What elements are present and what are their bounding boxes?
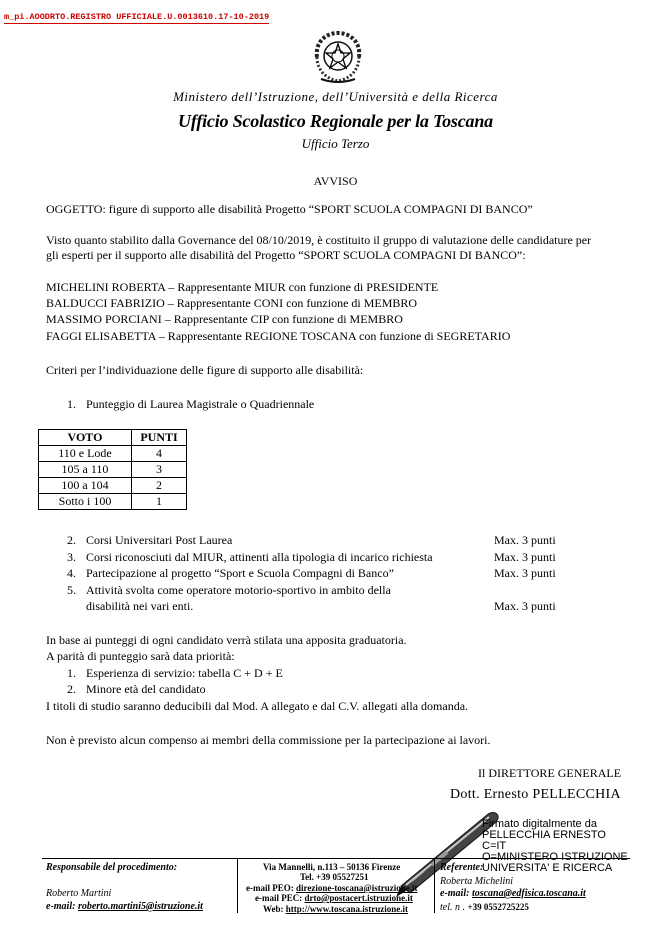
digital-signature-line: C=IT	[482, 840, 507, 852]
priority-text: Esperienza di servizio: tabella C + D + E	[86, 666, 283, 680]
footer-divider	[42, 858, 630, 859]
footer-peo-label: e-mail PEO:	[246, 883, 294, 893]
table-cell: 4	[132, 446, 187, 462]
criterion-max: Max. 3 punti	[494, 566, 556, 580]
office-subunit: Ufficio Terzo	[301, 136, 370, 151]
criterion-text: Corsi Universitari Post Laurea	[86, 533, 233, 547]
criterion-text-continued: disabilità nei vari enti.	[86, 599, 194, 613]
footer-separator	[434, 858, 435, 913]
member-line: MICHELINI ROBERTA – Rappresentante MIUR con funzione di PRESIDENTE	[46, 280, 439, 294]
priority-text: Minore età del candidato	[86, 682, 206, 696]
priority-number: 1.	[67, 666, 76, 680]
criterion-max: Max. 3 punti	[494, 599, 556, 613]
table-cell: 105 a 110	[39, 462, 132, 478]
table-cell: 3	[132, 462, 187, 478]
member-line: MASSIMO PORCIANI – Rappresentante CIP con funzione di MEMBRO	[46, 312, 403, 326]
table-row	[39, 494, 187, 510]
table-row	[39, 446, 187, 462]
italian-republic-emblem-icon	[311, 29, 365, 85]
intro-line-2: gli esperti per il supporto alle disabilità del Progetto “SPORT SCUOLA COMPAGNI DI BANCO”:	[46, 248, 526, 262]
notice-subject: OGGETTO: figure di supporto alle disabilità Progetto “SPORT SCUOLA COMPAGNI DI BANCO”	[46, 202, 533, 216]
priority-number: 2.	[67, 682, 76, 696]
table-header-cell: VOTO	[39, 430, 132, 446]
criterion-max: Max. 3 punti	[494, 550, 556, 564]
notice-heading: AVVISO	[313, 174, 358, 188]
criterion-text: Corsi riconosciuti dal MIUR, attinenti alla tipologia di incarico richiesta	[86, 550, 433, 564]
footer-web-link[interactable]: http://www.toscana.istruzione.it	[285, 904, 409, 914]
footer-web-row	[263, 904, 408, 914]
protocol-stamp: m_pi.AOODRTO.REGISTRO UFFICIALE.U.0013610.17-10-2019	[4, 12, 270, 22]
footer-pec-link[interactable]: drto@postacert.istruzione.it	[304, 893, 413, 903]
member-line: BALDUCCI FABRIZIO – Rappresentante CONI con funzione di MEMBRO	[46, 296, 418, 310]
signature-title: Il DIRETTORE GENERALE	[478, 766, 622, 780]
criterion-number: 5.	[67, 583, 76, 597]
signature-name: Dott. Ernesto PELLECCHIA	[450, 787, 621, 802]
footer-tel-label: tel. n .	[440, 902, 465, 913]
table-cell: Sotto i 100	[39, 494, 132, 510]
table-cell: 2	[132, 478, 187, 494]
footer-referent-label: Referente:	[440, 862, 484, 873]
footer-peo-row	[246, 883, 417, 893]
table-cell: 100 a 104	[39, 478, 132, 494]
criteria-intro: Criteri per l’individuazione delle figure di supporto alle disabilità:	[46, 363, 364, 377]
criterion-max: Max. 3 punti	[494, 533, 556, 547]
footer-pec-row	[255, 893, 413, 903]
ministry-name: Ministero dell’Istruzione, dell’Università e della Ricerca	[173, 89, 498, 104]
intro-line-1: Visto quanto stabilito dalla Governance del 08/10/2019, è costituito il gruppo di valutazione delle candidature per	[46, 233, 592, 247]
footer-peo-link[interactable]: direzione-toscana@istruzione.it	[296, 883, 418, 893]
score-table	[38, 429, 187, 510]
table-row	[39, 478, 187, 494]
footer-responsible-name: Roberto Martini	[46, 888, 112, 899]
footer-web-label: Web:	[263, 904, 284, 914]
table-cell: 110 e Lode	[39, 446, 132, 462]
office-name: Ufficio Scolastico Regionale per la Toscana	[178, 111, 493, 131]
criterion-number: 4.	[67, 566, 76, 580]
footer-referent-name: Roberta Michelini	[440, 876, 514, 887]
criterion-text: Punteggio di Laurea Magistrale o Quadriennale	[86, 397, 315, 411]
footer-responsible-email-link[interactable]: roberto.martini5@istruzione.it	[77, 901, 203, 912]
digital-signature-line: PELLECCHIA ERNESTO	[482, 829, 606, 841]
footer-email-label: e-mail:	[46, 901, 76, 912]
criterion-text: Attività svolta come operatore motorio-sportivo in ambito della	[86, 583, 391, 597]
criterion-number: 2.	[67, 533, 76, 547]
digital-signature-line: Firmato digitalmente da	[482, 818, 597, 830]
criterion-number: 3.	[67, 550, 76, 564]
table-cell: 1	[132, 494, 187, 510]
digital-signature-line: UNIVERSITA' E RICERCA	[482, 862, 613, 874]
member-line: FAGGI ELISABETTA – Rappresentante REGIONE TOSCANA con funzione di SEGRETARIO	[46, 329, 511, 343]
footer-email-label: e-mail:	[440, 888, 470, 899]
no-fee-line: Non è previsto alcun compenso ai membri della commissione per la partecipazione ai lavori.	[46, 733, 491, 747]
criterion-number: 1.	[67, 397, 76, 411]
ranking-line: In base ai punteggi di ogni candidato verrà stilata una apposita graduatoria.	[46, 633, 407, 647]
footer-address: Via Mannelli, n.113 – 50136 Firenze	[263, 862, 401, 872]
footer-referent-email-link[interactable]: toscana@edfisica.toscana.it	[471, 888, 586, 899]
table-row	[39, 462, 187, 478]
footer-responsible-email-row	[46, 901, 203, 912]
footer-separator	[237, 858, 238, 913]
footer-tel: Tel. +39 05527251	[300, 872, 369, 882]
footer-referent-email-row	[440, 888, 586, 899]
criterion-text: Partecipazione al progetto “Sport e Scuola Compagni di Banco”	[86, 566, 394, 580]
digital-signature-block	[482, 819, 628, 874]
footer-referent-tel-row	[440, 902, 529, 913]
footer-pec-label: e-mail PEC:	[255, 893, 303, 903]
footer-referent-tel: +39 0552725225	[467, 902, 529, 912]
priority-intro: A parità di punteggio sarà data priorità:	[46, 649, 235, 663]
table-header-row	[39, 430, 187, 446]
titles-line: I titoli di studio saranno deducibili dal Mod. A allegato e dal C.V. allegati alla domanda.	[46, 699, 469, 713]
footer-responsible-label: Responsabile del procedimento:	[46, 862, 178, 873]
digital-signature-line: O=MINISTERO ISTRUZIONE	[482, 851, 628, 863]
table-header-cell: PUNTI	[132, 430, 187, 446]
